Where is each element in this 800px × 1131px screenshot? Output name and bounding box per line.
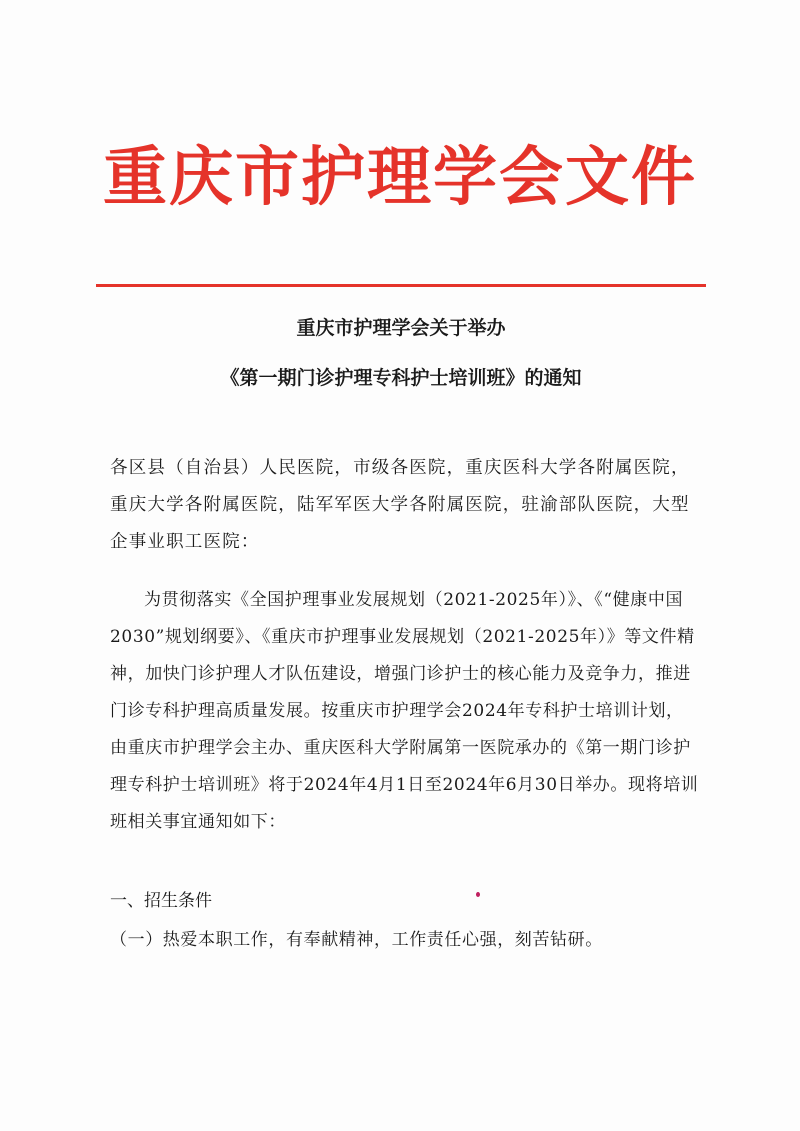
salutation-recipients: 各区县（自治县）人民医院，市级各医院，重庆医科大学各附属医院，重庆大学各附属医院，陆军军医大学各附属医院，驻渝部队医院，大型企事业职工医院： bbox=[110, 458, 690, 552]
notice-title-line-2: 《第一期门诊护理专科护士培训班》的通知 bbox=[220, 367, 582, 389]
enrollment-condition-item: （一）热爱本职工作，有奉献精神，工作责任心强，刻苦钻研。 bbox=[110, 930, 603, 950]
scan-speck bbox=[476, 892, 480, 897]
body-paragraph-1: 为贯彻落实《全国护理事业发展规划（2021-2025年）》、《“健康中国2030”规划纲要》、《重庆市护理事业发展规划（2021-2025年）》等文件精神，加快门诊护理人才队伍建设，增强门诊护士的核心能力及竞争力，推进门诊专科护理高质量发展。按重庆市护理学会2024年专科护士培训计划，由重庆市护理学会主办、重庆医科大学附属第一医院承办的《第一期门诊护理专科护士培训班》将于2024年4月1日至2024年6月30日举办。现将培训班相关事宜通知如下： bbox=[110, 590, 699, 832]
section-heading-enrollment: 一、招生条件 bbox=[110, 891, 212, 911]
masthead-red-rule bbox=[96, 284, 706, 287]
masthead-title: 重庆市护理学会文件 bbox=[103, 140, 697, 215]
notice-title-line-1: 重庆市护理学会关于举办 bbox=[296, 317, 506, 339]
